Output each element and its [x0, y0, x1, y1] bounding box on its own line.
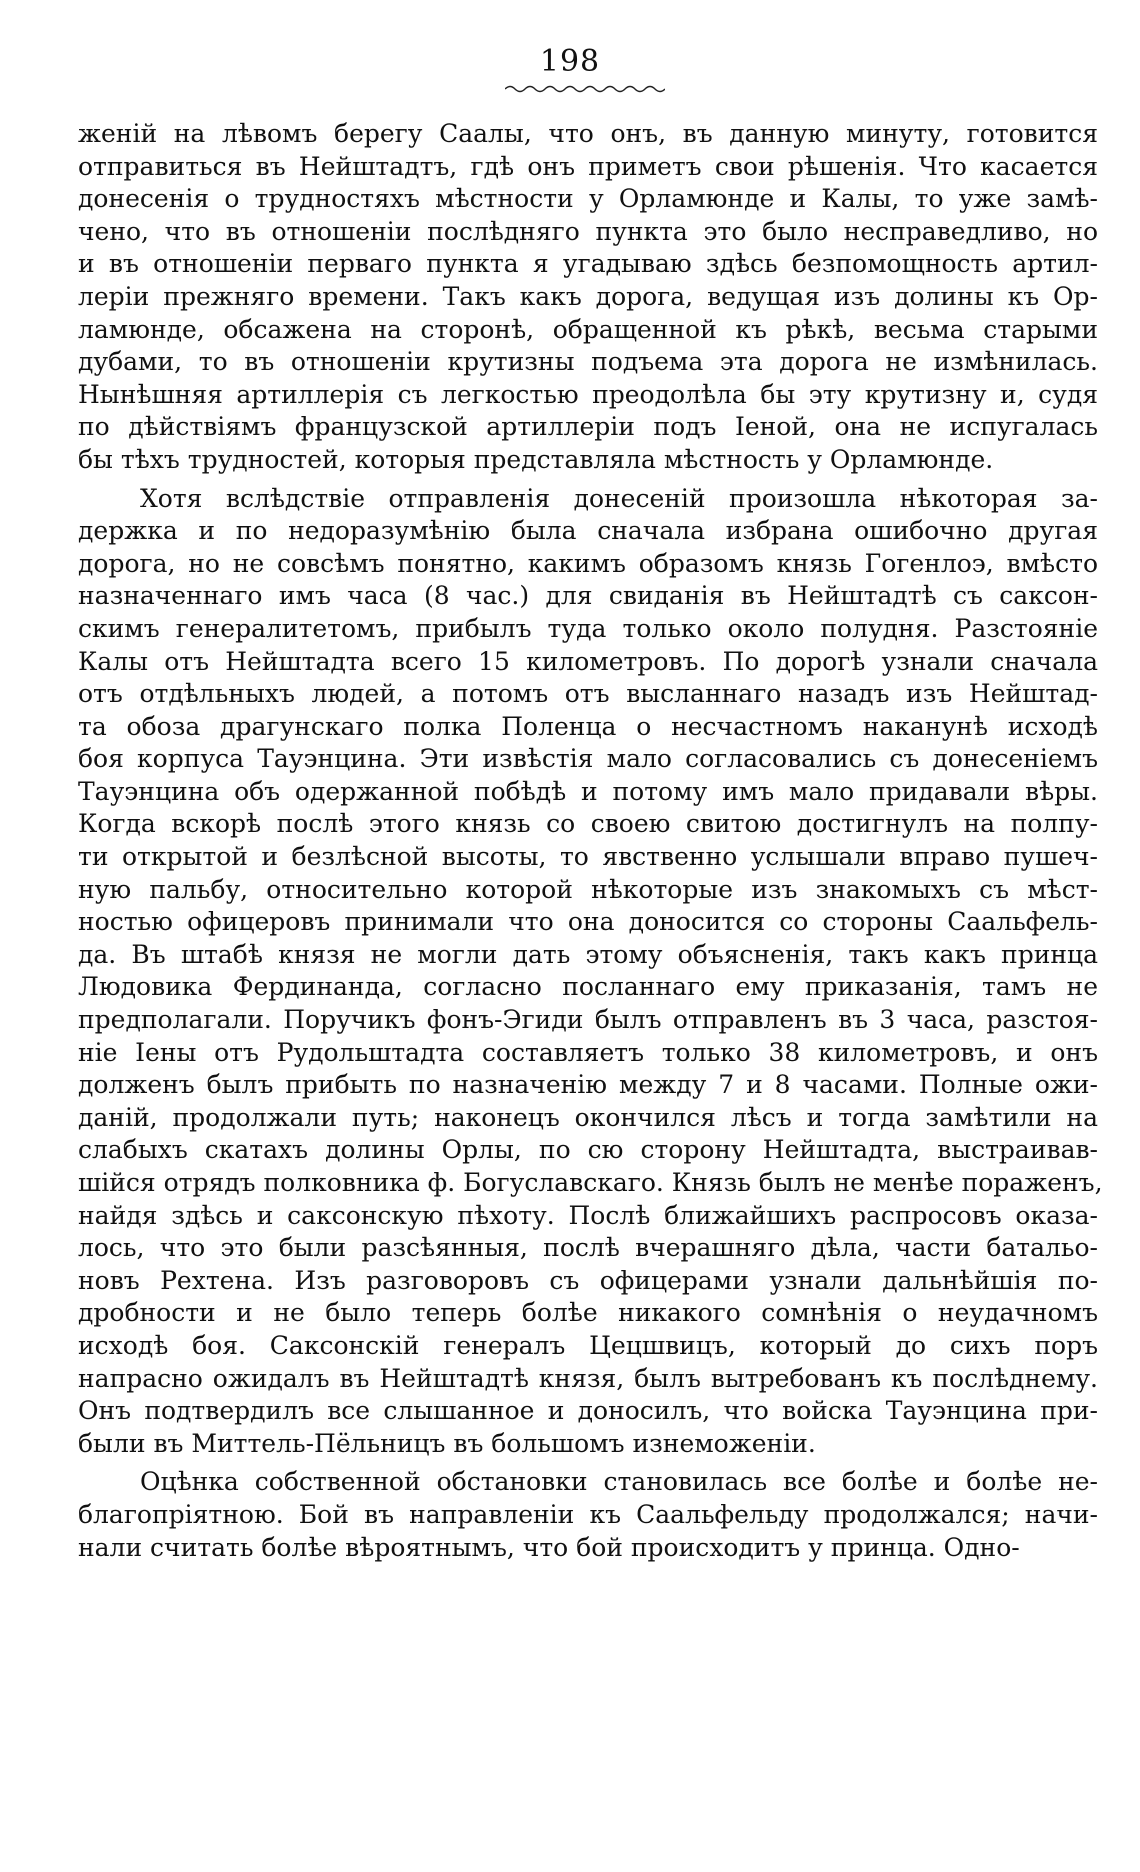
text-line: были въ Миттель-Пёльницъ въ большомъ изнеможеніи. [78, 1428, 816, 1458]
text-line: ніе Іены отъ Рудольштадта составляетъ только 38 километровъ, и онъ [78, 1037, 1098, 1067]
text-line: та обоза драгунскаго полка Поленца о несчастномъ наканунѣ исходѣ [78, 711, 1098, 741]
body-text [78, 118, 1103, 1564]
text-line: Оцѣнка собственной обстановки становилась все болѣе и болѣе не- [140, 1467, 1098, 1497]
paragraph [78, 483, 1103, 1461]
text-line: Когда вскорѣ послѣ этого князь со своею свитою достигнулъ на полпу- [78, 809, 1098, 839]
text-line: леріи прежняго времени. Такъ какъ дорога, ведущая изъ долины къ Ор- [78, 281, 1098, 311]
text-line: да. Въ штабѣ князя не могли дать этому объясненія, такъ какъ принца [78, 939, 1098, 969]
text-line: и въ отношеніи перваго пункта я угадываю здѣсь безпомощность артил- [78, 249, 1098, 279]
text-line: донесенія о трудностяхъ мѣстности у Орламюнде и Калы, то уже замѣ- [78, 184, 1098, 214]
text-line: слабыхъ скатахъ долины Орлы, по сю сторону Нейштадта, выстраивав- [78, 1135, 1098, 1165]
text-line: ти открытой и безлѣсной высоты, то явственно услышали вправо пушеч- [78, 842, 1098, 872]
text-line: ностью офицеровъ принимали что она доносится со стороны Саальфель- [78, 907, 1098, 937]
text-line: дробности и не было теперь болѣе никакого сомнѣнія о неудачномъ [78, 1298, 1098, 1328]
text-line: назначеннаго имъ часа (8 час.) для свиданія въ Нейштадтѣ съ саксон- [78, 581, 1098, 611]
page-number: 198 [539, 44, 601, 79]
text-line: бы тѣхъ трудностей, которыя представляла мѣстность у Орламюнде. [78, 444, 994, 474]
text-line: Тауэнцина объ одержанной побѣдѣ и потому имъ мало придавали вѣры. [78, 776, 1098, 806]
text-line: Онъ подтвердилъ все слышанное и доносилъ, что войска Тауэнцина при- [78, 1396, 1098, 1426]
text-line: благопріятною. Бой въ направленіи къ Саальфельду продолжался; начи- [78, 1499, 1098, 1529]
text-line: исходѣ боя. Саксонскій генералъ Цецшвицъ, который до сихъ поръ [78, 1330, 1098, 1360]
text-line: отправиться въ Нейштадтъ, гдѣ онъ приметъ свои рѣшенія. Что касается [78, 151, 1098, 181]
text-line: долженъ былъ прибыть по назначенію между 7 и 8 часами. Полные ожи- [78, 1070, 1098, 1100]
text-line: отъ отдѣльныхъ людей, а потомъ отъ высланнаго назадъ изъ Нейштад- [78, 679, 1098, 709]
text-line: ную пальбу, относительно которой нѣкоторые изъ знакомыхъ съ мѣст- [78, 874, 1098, 904]
text-line: дорога, но не совсѣмъ понятно, какимъ образомъ князь Гогенлоэ, вмѣсто [78, 548, 1098, 578]
text-line: женій на лѣвомъ берегу Саалы, что онъ, въ данную минуту, готовится [78, 119, 1098, 148]
text-line: чено, что въ отношеніи послѣдняго пункта это было несправедливо, но [78, 216, 1098, 246]
text-line: ламюнде, обсажена на сторонѣ, обращенной къ рѣкѣ, весьма старыми [78, 314, 1098, 344]
text-line: напрасно ожидалъ въ Нейштадтѣ князя, былъ вытребованъ къ послѣднему. [78, 1363, 1098, 1393]
text-line: Хотя вслѣдствіе отправленія донесеній произошла нѣкоторая за- [140, 483, 1098, 513]
text-line: по дѣйствіямъ французской артиллеріи подъ Іеной, она не испугалась [78, 412, 1098, 442]
text-line: Калы отъ Нейштадта всего 15 километровъ. По дорогѣ узнали сначала [78, 646, 1098, 676]
text-line: найдя здѣсь и саксонскую пѣхоту. Послѣ ближайшихъ распросовъ оказа- [78, 1200, 1098, 1230]
paragraph [78, 118, 1098, 477]
paragraph [78, 1466, 1098, 1564]
text-line: лось, что это были разсѣянныя, послѣ вчерашняго дѣла, части батальо- [78, 1233, 1098, 1263]
text-line: нали считать болѣе вѣроятнымъ, что бой происходитъ у принца. Одно- [78, 1532, 1020, 1562]
text-line: боя корпуса Тауэнцина. Эти извѣстія мало согласовались съ донесеніемъ [78, 744, 1098, 774]
text-line: Нынѣшняя артиллерія съ легкостью преодолѣла бы эту крутизну и, судя [78, 379, 1098, 409]
text-line: скимъ генералитетомъ, прибылъ туда только около полудня. Разстояніе [78, 613, 1098, 643]
text-line: новъ Рехтена. Изъ разговоровъ съ офицерами узнали дальнѣйшія по- [78, 1265, 1098, 1295]
text-line: предполагали. Поручикъ фонъ-Эгиди былъ отправленъ въ 3 часа, разстоя- [78, 1005, 1098, 1035]
text-line: даній, продолжали путь; наконецъ окончился лѣсъ и тогда замѣтили на [78, 1102, 1098, 1132]
text-line: дубами, то въ отношеніи крутизны подъема эта дорога не измѣнилась. [78, 347, 1098, 377]
text-line: Людовика Фердинанда, согласно посланнаго ему приказанія, тамъ не [78, 972, 1098, 1002]
wavy-ornament [505, 84, 665, 94]
text-line: шійся отрядъ полковника ф. Богуславскаго. Князь былъ не менѣе пораженъ, [78, 1168, 1103, 1197]
text-line: держка и по недоразумѣнію была сначала избрана ошибочно другая [78, 516, 1098, 546]
